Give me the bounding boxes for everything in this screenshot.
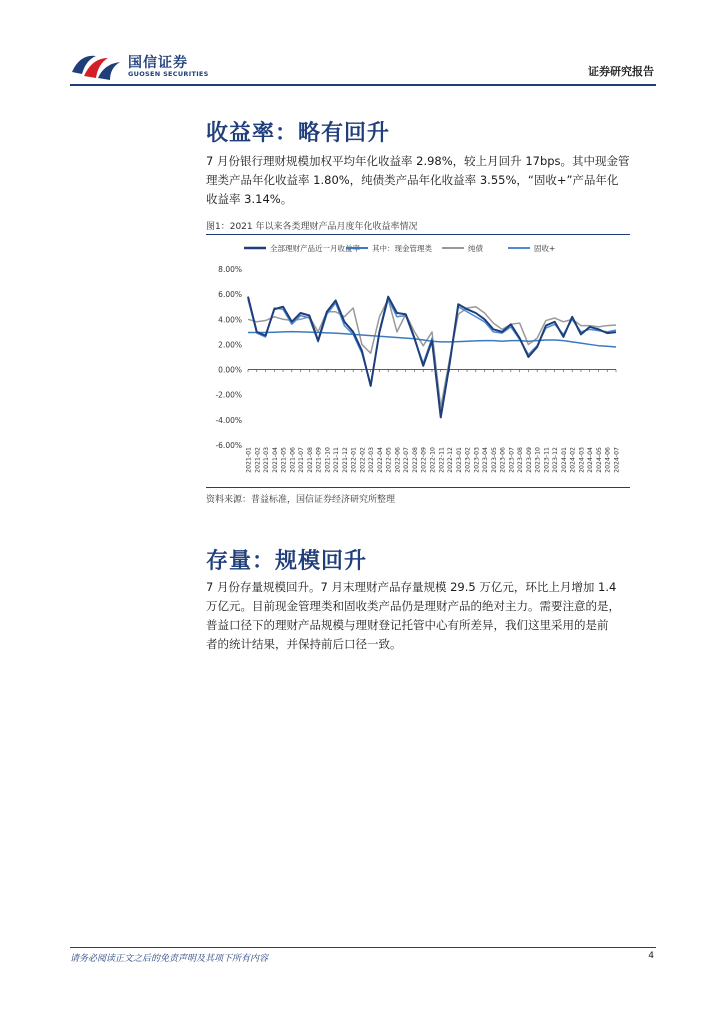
section-title-scale: 存量：规模回升 <box>206 549 368 574</box>
series-line <box>248 297 616 418</box>
x-tick-label: 2021-04 <box>271 447 279 473</box>
logo-name-en: GUOSEN SECURITIES <box>128 70 209 78</box>
x-tick-label: 2022-12 <box>447 447 455 473</box>
x-tick-label: 2022-11 <box>438 447 446 473</box>
x-tick-label: 2023-09 <box>525 447 533 473</box>
x-tick-label: 2023-01 <box>455 447 463 473</box>
paragraph-line: 万亿元。目前现金管理类和固收类产品仍是理财产品的绝对主力。需要注意的是， <box>206 599 620 613</box>
x-tick-label: 2021-09 <box>315 447 323 473</box>
page-header <box>70 50 656 84</box>
x-axis <box>246 370 621 473</box>
section-paragraph-scale <box>206 578 630 654</box>
section-title-yield: 收益率：略有回升 <box>206 121 391 146</box>
figure-top-rule <box>206 234 630 235</box>
paragraph-line: 收益率 3.14%。 <box>206 192 293 206</box>
x-tick-label: 2024-07 <box>613 447 621 473</box>
x-tick-label: 2021-03 <box>263 447 271 473</box>
report-type-label: 证券研究报告 <box>588 65 654 78</box>
x-tick-label: 2022-04 <box>376 447 384 473</box>
legend-label: 全部理财产品近一月收益率 <box>270 244 360 253</box>
x-tick-label: 2021-10 <box>324 447 332 473</box>
x-tick-label: 2023-02 <box>464 447 472 473</box>
y-axis <box>215 265 242 450</box>
x-tick-label: 2021-02 <box>254 447 262 473</box>
chart-svg <box>206 237 630 485</box>
figure-caption: 图1：2021 年以来各类理财产品月度年化收益率情况 <box>206 222 418 232</box>
x-tick-label: 2023-05 <box>490 447 498 473</box>
y-tick-label: 4.00% <box>218 315 242 325</box>
x-tick-label: 2023-08 <box>517 447 525 473</box>
x-tick-label: 2024-05 <box>595 447 603 473</box>
section-paragraph-yield <box>206 152 630 209</box>
x-tick-label: 2023-11 <box>543 447 551 473</box>
x-tick-label: 2024-06 <box>604 447 612 473</box>
logo-name-cn: 国信证券 <box>128 55 188 71</box>
x-tick-label: 2022-09 <box>420 447 428 473</box>
x-tick-label: 2021-05 <box>280 447 288 473</box>
x-tick-label: 2022-07 <box>403 447 411 473</box>
legend-label: 其中：现金管理类 <box>372 244 432 253</box>
x-tick-label: 2022-08 <box>411 447 419 473</box>
guosen-logo <box>70 50 210 82</box>
x-tick-label: 2021-06 <box>289 447 297 473</box>
x-tick-label: 2022-10 <box>429 447 437 473</box>
x-tick-label: 2024-02 <box>569 447 577 473</box>
footer-divider <box>70 947 656 948</box>
x-tick-label: 2021-07 <box>298 447 306 473</box>
x-tick-label: 2024-01 <box>560 447 568 473</box>
chart-legend <box>244 243 555 253</box>
x-tick-label: 2021-11 <box>333 447 341 473</box>
series-line <box>248 299 616 415</box>
x-tick-label: 2023-12 <box>552 447 560 473</box>
paragraph-line: 理类产品年化收益率 1.80%，纯债类产品年化收益率 3.55%，“固收+”产品年化 <box>206 173 619 187</box>
y-tick-label: -2.00% <box>215 390 242 400</box>
x-tick-label: 2022-06 <box>394 447 402 473</box>
paragraph-line: 7 月份银行理财规模加权平均年化收益率 2.98%，较上月回升 17bps。其中现金管 <box>206 154 630 168</box>
x-tick-label: 2021-08 <box>306 447 314 473</box>
x-tick-label: 2022-05 <box>385 447 393 473</box>
figure-bottom-rule <box>206 487 630 488</box>
x-tick-label: 2023-10 <box>534 447 542 473</box>
legend-label: 纯债 <box>468 244 483 253</box>
y-tick-label: -4.00% <box>215 415 242 425</box>
y-tick-label: 0.00% <box>218 365 242 375</box>
paragraph-line: 普益口径下的理财产品规模与理财登记托管中心有所差异，我们这里采用的是前 <box>206 618 609 632</box>
paragraph-line: 7 月份存量规模回升。7 月末理财产品存量规模 29.5 万亿元，环比上月增加 1.4 <box>206 580 617 594</box>
legend-label: 固收+ <box>534 244 556 253</box>
y-tick-label: 6.00% <box>218 290 242 300</box>
yield-line-chart <box>206 237 630 485</box>
x-tick-label: 2023-07 <box>508 447 516 473</box>
x-tick-label: 2021-12 <box>341 447 349 473</box>
series-lines <box>248 297 616 418</box>
x-tick-label: 2024-04 <box>587 447 595 473</box>
figure-source: 资料来源：普益标准，国信证券经济研究所整理 <box>206 495 396 505</box>
x-tick-label: 2023-04 <box>482 447 490 473</box>
y-tick-label: 8.00% <box>218 265 242 274</box>
x-tick-label: 2022-03 <box>368 447 376 473</box>
x-tick-label: 2024-03 <box>578 447 586 473</box>
x-tick-label: 2023-03 <box>473 447 481 473</box>
paragraph-line: 者的统计结果，并保持前后口径一致。 <box>206 637 402 651</box>
x-tick-label: 2022-01 <box>350 447 358 473</box>
series-line <box>248 299 616 407</box>
logo-mark-icon <box>70 50 124 82</box>
disclaimer-note: 请务必阅读正文之后的免责声明及其项下所有内容 <box>70 954 269 964</box>
y-tick-label: -6.00% <box>215 441 242 450</box>
header-divider <box>70 84 656 86</box>
y-tick-label: 2.00% <box>218 340 242 350</box>
page-number: 4 <box>648 951 654 961</box>
x-tick-label: 2023-06 <box>499 447 507 473</box>
x-tick-label: 2022-02 <box>359 447 367 473</box>
x-tick-label: 2021-01 <box>245 447 253 473</box>
